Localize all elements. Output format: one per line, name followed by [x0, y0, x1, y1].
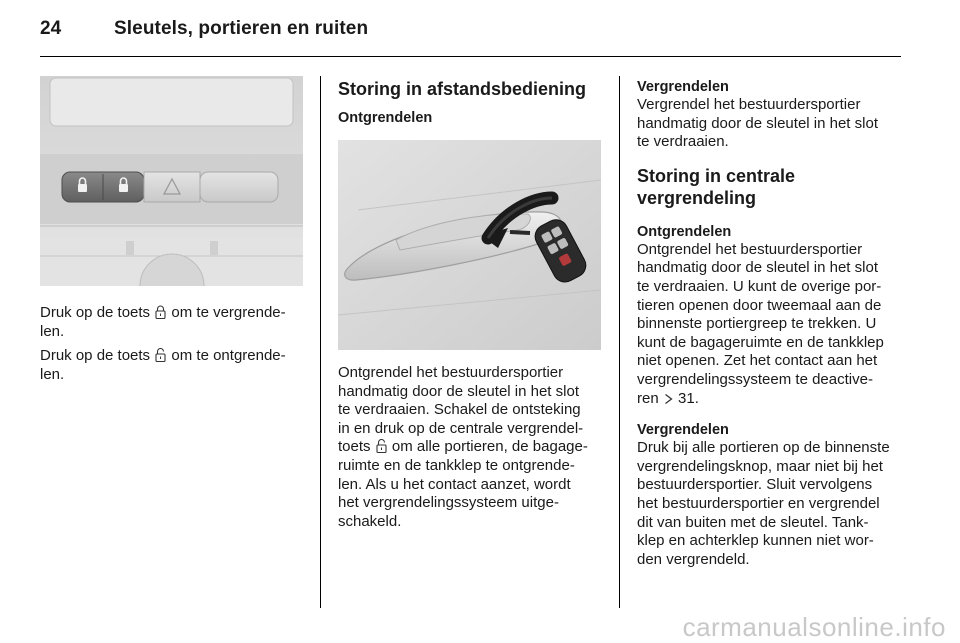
- subheading-unlock: Ontgrendelen: [637, 223, 732, 240]
- section-heading-central-locking-fault: Storing in centrale vergrendeling: [637, 165, 796, 208]
- manual-lock-paragraph: Vergrendel het bestuurdersportier handmatig door de sleutel in het slot te verdraaien.: [637, 96, 878, 151]
- subheading-lock-2: Vergrendelen: [637, 422, 729, 439]
- watermark: carmanualsonline.info: [682, 612, 946, 642]
- header-rule: [40, 56, 901, 57]
- unlock-icon: [376, 439, 387, 453]
- remote-fault-paragraph: Ontgrendel het bestuurdersportier handmatig door de sleutel in het slot te verdraaien. Schakel de ontsteking in en druk op de centrale vergrendel- toets om alle portieren, de bagage- ruimte en de tankklep te ontgrende- len. Als u het contact aanzet, wordt het vergrendelingssysteem uitge- schakeld.: [338, 364, 588, 530]
- page-header: [40, 18, 368, 40]
- manual-unlock-paragraph: Ontgrendel het bestuurdersportier handmatig door de sleutel in het slot te verdraaien. U kunt de overige por- tieren openen door tweemaal aan de binnenste portiergreep te trekken. U kunt de bagageruimte en de tankklep niet openen. Zet het contact aan het vergrendelingssysteem te deactive- ren 31.: [637, 240, 884, 407]
- lock-icon: [155, 305, 166, 319]
- column-2-text: [338, 78, 613, 127]
- page-reference-arrow-icon: [664, 393, 673, 405]
- lock-button-panel-illustration: [40, 76, 303, 286]
- subheading-lock: Vergrendelen: [637, 79, 729, 95]
- lock-button-panel-drawing: [40, 76, 303, 286]
- page-reference-link[interactable]: 31.: [678, 389, 699, 407]
- page-title: Sleutels, portieren en ruiten: [114, 18, 369, 39]
- unlock-icon: [155, 348, 166, 362]
- column-2-body: [338, 364, 613, 531]
- door-handle-key-drawing: [338, 140, 601, 350]
- subheading-unlock: Ontgrendelen: [338, 110, 433, 126]
- column-3-text: [637, 78, 903, 569]
- column-divider-right: [619, 76, 620, 608]
- column-divider-left: [320, 76, 321, 608]
- section-heading-remote-fault: Storing in afstandsbediening: [338, 79, 587, 99]
- interior-lock-paragraph: Druk bij alle portieren op de binnenste vergrendelingsknop, maar niet bij het bestuurdersportier. Sluit vervolgens het bestuurdersportier en vergrendel dit van buiten met de sleutel. Tank- klep en achterklep kunnen niet wor- den vergrendeld.: [637, 439, 890, 568]
- lock-instruction: Druk op de toets om te vergrende- len.: [40, 304, 286, 340]
- door-handle-key-illustration: [338, 140, 601, 350]
- page-number: 24: [40, 18, 62, 39]
- column-1-text: [40, 304, 310, 384]
- unlock-instruction: Druk op de toets om te ontgrende- len.: [40, 347, 286, 383]
